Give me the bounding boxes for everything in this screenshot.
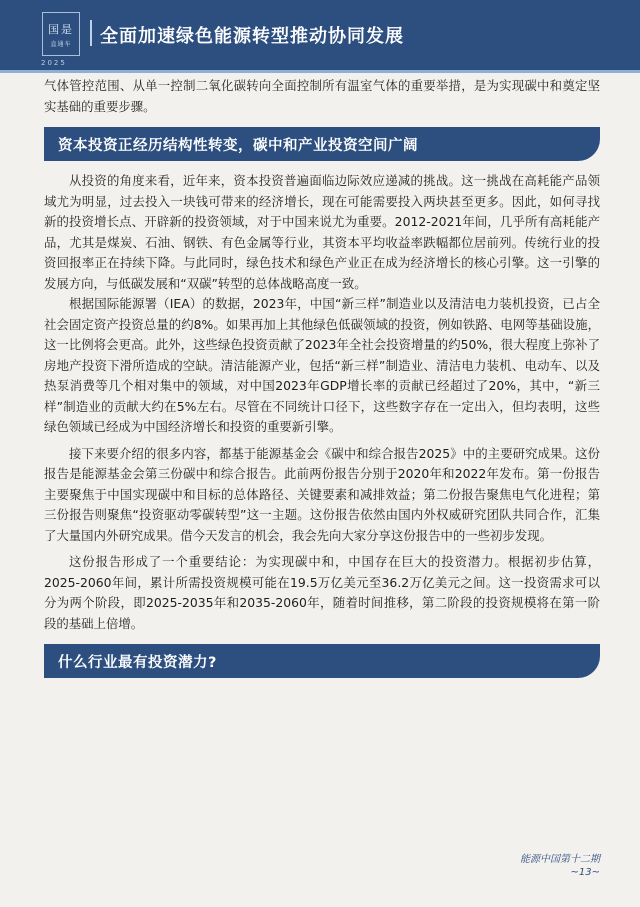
page-header bbox=[0, 0, 640, 73]
logo-line1: 国是 bbox=[48, 22, 74, 36]
page-footer bbox=[520, 850, 600, 878]
section-heading-text: 什么行业最有投资潜力? bbox=[58, 654, 217, 671]
paragraph-3: 接下来要介绍的很多内容，都基于能源基金会《碳中和综合报告2025》中的主要研究成果。这份报告是能源基金会第三份碳中和综合报告。此前两份报告分别于2020年和2022年发布。第一份报告主要聚焦于中国实现碳中和目标的总体路径、关键要素和减排效益；第二份报告聚焦电气化进程；第三份报告则聚焦“投资驱动零碳转型”这一主题。这份报告依然由国内外权威研究团队共同合作，汇集了大量国内外研究成果。借今天发言的机会，我会先向大家分享这份报告中的一些初步发现。 bbox=[44, 445, 600, 543]
section-heading-capital-investment bbox=[44, 127, 600, 161]
page-number: ~13~ bbox=[570, 867, 600, 878]
paragraph-1: 从投资的角度来看，近年来，资本投资普遍面临边际效应递减的挑战。这一挑战在高耗能产品领域尤为明显，过去投入一块钱可带来的经济增长，现在可能需要投入两块甚至更多。因此，如何寻找新的投资增长点、开辟新的投资领域，对于中国来说尤为重要。2012-2021年间，几乎所有高耗能产品，尤其是煤炭、石油、钢铁、有色金属等行业，其资本平均收益率跌幅都位居前列。传统行业的投资回报率正在持续下降。与此同时，绿色技术和绿色产业正在成为经济增长的核心引擎。这一引擎的发展方向，与低碳发展和“双碳”转型的总体战略高度一致。 bbox=[44, 173, 600, 291]
logo-year: 2025 bbox=[41, 59, 67, 67]
paragraph-4: 这份报告形成了一个重要结论：为实现碳中和，中国存在巨大的投资潜力。根据初步估算，2025-2060年间，累计所需投资规模可能在19.5万亿美元至36.2万亿美元之间。这一投资需求可以分为两个阶段，即2025-2035年和2035-2060年，随着时间推移，第二阶段的投资规模将在第一阶段的基础上倍增。 bbox=[44, 554, 600, 631]
header-divider bbox=[90, 20, 92, 46]
section-heading-text: 资本投资正经历结构性转变，碳中和产业投资空间广阔 bbox=[58, 137, 418, 154]
article-body bbox=[44, 76, 600, 678]
intro-paragraph: 气体管控范围、从单一控制二氧化碳转向全面控制所有温室气体的重要举措，是为实现碳中和奠定坚实基础的重要步骤。 bbox=[44, 78, 600, 114]
publication-name: 能源中国第十二期 bbox=[520, 854, 600, 865]
magazine-logo bbox=[41, 12, 80, 67]
logo-line2: 直通车 bbox=[50, 40, 72, 48]
header-title: 全面加速绿色能源转型推动协同发展 bbox=[100, 26, 404, 47]
section-heading-investment-potential bbox=[44, 644, 600, 678]
paragraph-2: 根据国际能源署（IEA）的数据，2023年，中国“新三样”制造业以及清洁电力装机投资，已占全社会固定资产投资总量的约8%。如果再加上其他绿色低碳领域的投资，例如铁路、电网等基础设施，这一比例将会更高。此外，这些绿色投资贡献了2023年全社会投资增量的约50%，很大程度上弥补了房地产投资下滑所造成的空缺。清洁能源产业，包括“新三样”制造业、清洁电力装机、电动车、以及热泵消费等几个相对集中的领域，对中国2023年GDP增长率的贡献已经超过了20%，其中，“新三样”制造业的贡献大约在5%左右。尽管在不同统计口径下，这些数字存在一定出入，但均表明，这些绿色领域已经成为中国经济增长和投资的重要新引擎。 bbox=[44, 296, 600, 434]
